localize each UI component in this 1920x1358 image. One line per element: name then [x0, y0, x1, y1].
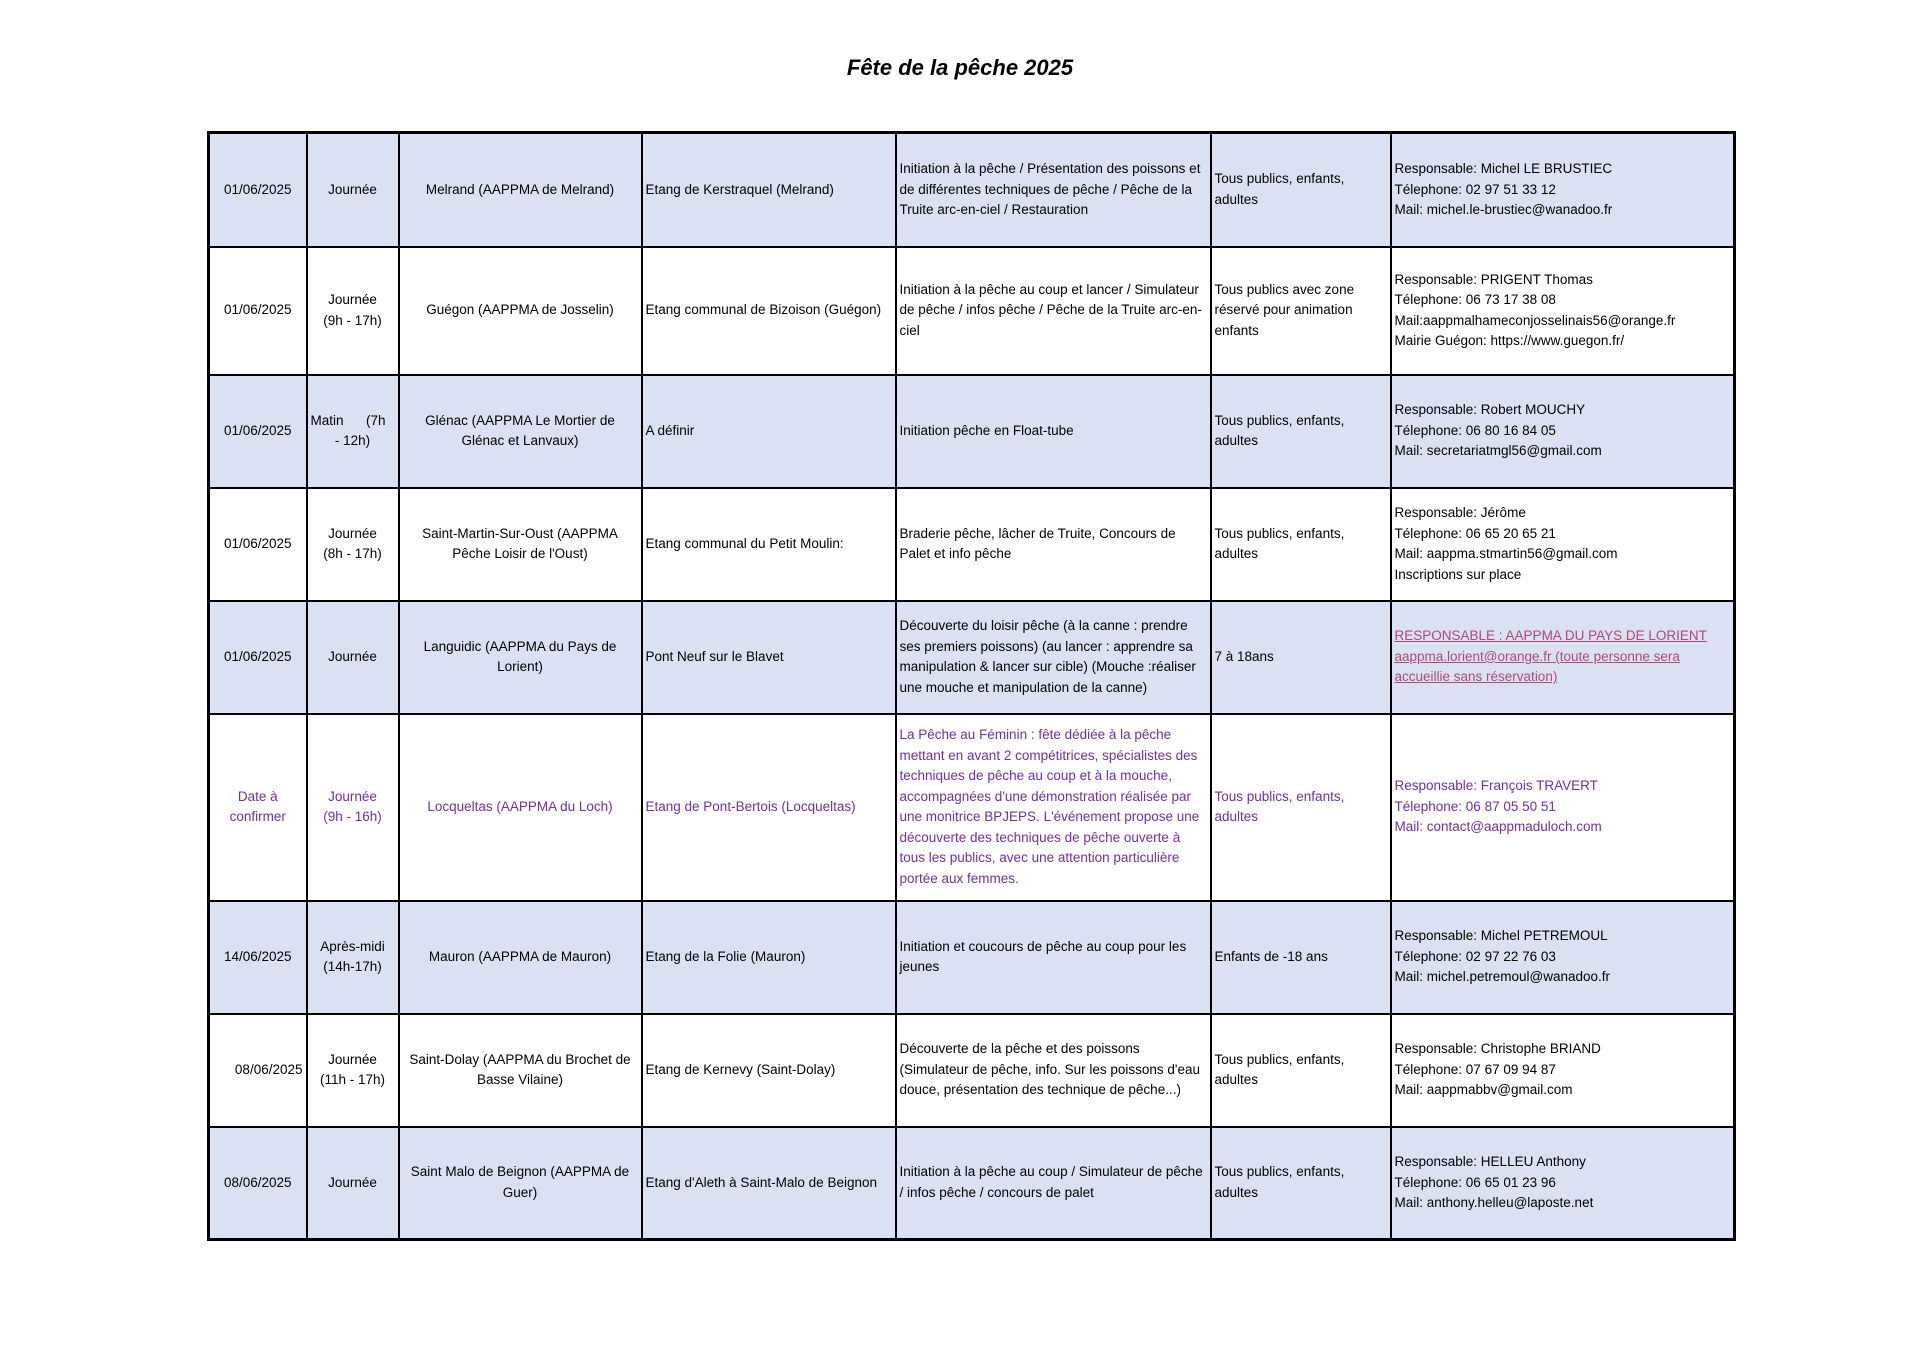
contact-line: Mairie Guégon: https://www.guegon.fr/ [1394, 333, 1625, 348]
time-line: (11h - 17h) [319, 1072, 386, 1087]
time-line: Journée [328, 181, 377, 197]
audience-cell: Tous publics, enfants, adultes [1211, 1014, 1391, 1127]
contact-line: Télephone: 06 65 20 65 21 [1394, 525, 1556, 541]
time-cell [307, 714, 399, 901]
audience-cell: Tous publics avec zone réservé pour animation enfants [1211, 247, 1391, 375]
table-row [209, 247, 1735, 375]
email-link[interactable]: aappma.lorient@orange.fr (toute personne sera accueillie sans réservation) [1394, 648, 1680, 685]
contact-line: Mail: secretariatmgl56@gmail.com [1394, 443, 1602, 459]
contact-line: Télephone: 06 80 16 84 05 [1394, 422, 1556, 438]
commune-cell: Glénac (AAPPMA Le Mortier de Glénac et Lanvaux) [399, 375, 642, 488]
contact-line: Télephone: 02 97 51 33 12 [1394, 181, 1556, 197]
time-line: (9h - 16h) [323, 809, 382, 824]
table-row [209, 601, 1735, 714]
contact-line: Mail: anthony.helleu@laposte.net [1394, 1195, 1594, 1210]
activity-cell: Initiation à la pêche au coup / Simulateur de pêche / infos pêche / concours de palet [896, 1127, 1211, 1240]
contact-line: Télephone: 02 97 22 76 03 [1394, 948, 1556, 964]
commune-cell: Saint Malo de Beignon (AAPPMA de Guer) [399, 1127, 642, 1240]
location-cell: Etang d'Aleth à Saint-Malo de Beignon [642, 1127, 896, 1240]
time-line: Matin (7h [310, 412, 386, 428]
events-table [207, 131, 1736, 1241]
audience-cell: Tous publics, enfants, adultes [1211, 1127, 1391, 1240]
activity-cell: Initiation et coucours de pêche au coup pour les jeunes [896, 901, 1211, 1014]
time-cell [307, 247, 399, 375]
location-cell: Etang communal de Bizoison (Guégon) [642, 247, 896, 375]
responsable-link[interactable]: RESPONSABLE : AAPPMA DU PAYS DE LORIENT [1394, 628, 1707, 644]
table-row [209, 375, 1735, 488]
page-title: Fête de la pêche 2025 [846, 55, 1074, 80]
audience-cell: Tous publics, enfants, adultes [1211, 488, 1391, 601]
commune-cell: Saint-Dolay (AAPPMA du Brochet de Basse Vilaine) [399, 1014, 642, 1127]
contact-line: Mail:aappmalhameconjosselinais56@orange.fr [1394, 312, 1676, 328]
contact-cell [1391, 601, 1735, 714]
contact-line: Responsable: Michel PETREMOUL [1394, 928, 1608, 944]
time-cell [307, 601, 399, 714]
date-cell: 01/06/2025 [209, 601, 307, 714]
time-line: Journée [328, 788, 377, 804]
contact-line: Responsable: Robert MOUCHY [1394, 402, 1586, 418]
audience-cell: 7 à 18ans [1211, 601, 1391, 714]
contact-line: Mail: michel.le-brustiec@wanadoo.fr [1394, 202, 1613, 217]
contact-line: Responsable: Michel LE BRUSTIEC [1394, 161, 1613, 176]
activity-cell: Initiation à la pêche / Présentation des poissons et de différentes techniques de pêche / Pêche de la Truite arc-en-ciel / Restauration [896, 133, 1211, 247]
contact-line: Télephone: 06 73 17 38 08 [1394, 292, 1556, 307]
time-line: Journée [328, 525, 377, 541]
commune-cell: Locqueltas (AAPPMA du Loch) [399, 714, 642, 901]
time-line: (8h - 17h) [323, 546, 382, 561]
date-cell: 08/06/2025 [209, 1014, 307, 1127]
table-row [209, 901, 1735, 1014]
contact-line: Responsable: HELLEU Anthony [1394, 1154, 1586, 1169]
time-cell [307, 488, 399, 601]
contact-line: Télephone: 07 67 09 94 87 [1394, 1061, 1556, 1077]
time-cell [307, 1014, 399, 1127]
contact-line: Responsable: François TRAVERT [1394, 778, 1598, 794]
contact-line: Mail: aappma.stmartin56@gmail.com [1394, 546, 1618, 561]
time-cell [307, 133, 399, 247]
date-cell: 01/06/2025 [209, 488, 307, 601]
commune-cell: Melrand (AAPPMA de Melrand) [399, 133, 642, 247]
time-cell [307, 375, 399, 488]
time-line: Journée [328, 292, 377, 307]
audience-cell: Tous publics, enfants, adultes [1211, 714, 1391, 901]
activity-cell: La Pêche au Féminin : fête dédiée à la pêche mettant en avant 2 compétitrices, spécialistes des techniques de pêche au coup et à la mouche, accompagnées d'une démonstration réalisée par une monitrice BPJEPS. L'événement propose une découverte des techniques de pêche ouverte à tous les publics, avec une attention particulière portée aux femmes. [896, 714, 1211, 901]
time-line: Journée [328, 1051, 377, 1067]
location-cell: Etang de la Folie (Mauron) [642, 901, 896, 1014]
contact-line: Mail: contact@aappmaduloch.com [1394, 819, 1602, 835]
location-cell: Etang communal du Petit Moulin: [642, 488, 896, 601]
time-line: (14h-17h) [323, 959, 382, 974]
date-cell: 01/06/2025 [209, 133, 307, 247]
contact-line: Responsable: Christophe BRIAND [1394, 1041, 1601, 1057]
location-cell: Etang de Kernevy (Saint-Dolay) [642, 1014, 896, 1127]
contact-line: Inscriptions sur place [1394, 566, 1522, 582]
time-line: (9h - 17h) [323, 312, 382, 328]
contact-line: Télephone: 06 65 01 23 96 [1394, 1174, 1556, 1190]
table-row [209, 1127, 1735, 1240]
contact-cell [1391, 488, 1735, 601]
date-cell: 01/06/2025 [209, 247, 307, 375]
contact-line: Responsable: PRIGENT Thomas [1394, 271, 1593, 287]
audience-cell: Tous publics, enfants, adultes [1211, 375, 1391, 488]
table-row [209, 133, 1735, 247]
date-cell: Date à confirmer [209, 714, 307, 901]
commune-cell: Guégon (AAPPMA de Josselin) [399, 247, 642, 375]
audience-cell: Tous publics, enfants, adultes [1211, 133, 1391, 247]
contact-cell [1391, 714, 1735, 901]
contact-line: Responsable: Jérôme [1394, 505, 1526, 520]
contact-cell [1391, 375, 1735, 488]
activity-cell: Initiation pêche en Float-tube [896, 375, 1211, 488]
date-cell: 01/06/2025 [209, 375, 307, 488]
contact-cell [1391, 247, 1735, 375]
contact-line: Mail: michel.petremoul@wanadoo.fr [1394, 969, 1611, 985]
location-cell: A définir [642, 375, 896, 488]
activity-cell: Braderie pêche, lâcher de Truite, Concours de Palet et info pêche [896, 488, 1211, 601]
activity-cell: Découverte du loisir pêche (à la canne : prendre ses premiers poissons) (au lancer : apprendre sa manipulation & lancer sur cible) (Mouche :réaliser une mouche et manipulation de la canne) [896, 601, 1211, 714]
time-cell [307, 901, 399, 1014]
activity-cell: Initiation à la pêche au coup et lancer / Simulateur de pêche / infos pêche / Pêche de la Truite arc-en-ciel [896, 247, 1211, 375]
date-cell: 14/06/2025 [209, 901, 307, 1014]
contact-cell [1391, 1127, 1735, 1240]
contact-line: Télephone: 06 87 05 50 51 [1394, 798, 1556, 814]
time-cell [307, 1127, 399, 1240]
time-line: Journée [328, 648, 377, 664]
table-row [209, 488, 1735, 601]
commune-cell: Mauron (AAPPMA de Mauron) [399, 901, 642, 1014]
table-row [209, 1014, 1735, 1127]
commune-cell: Languidic (AAPPMA du Pays de Lorient) [399, 601, 642, 714]
activity-cell: Découverte de la pêche et des poissons (Simulateur de pêche, info. Sur les poissons d'eau douce, présentation des technique de pêche...) [896, 1014, 1211, 1127]
time-line: Journée [328, 1174, 377, 1190]
table-row [209, 714, 1735, 901]
time-line: - 12h) [334, 433, 371, 448]
audience-cell: Enfants de -18 ans [1211, 901, 1391, 1014]
commune-cell: Saint-Martin-Sur-Oust (AAPPMA Pêche Loisir de l'Oust) [399, 488, 642, 601]
contact-cell [1391, 1014, 1735, 1127]
time-line: Après-midi [320, 938, 385, 954]
location-cell: Etang de Kerstraquel (Melrand) [642, 133, 896, 247]
contact-cell [1391, 133, 1735, 247]
date-cell: 08/06/2025 [209, 1127, 307, 1240]
location-cell: Pont Neuf sur le Blavet [642, 601, 896, 714]
contact-line: Mail: aappmabbv@gmail.com [1394, 1082, 1573, 1098]
contact-cell [1391, 901, 1735, 1014]
location-cell: Etang de Pont-Bertois (Locqueltas) [642, 714, 896, 901]
